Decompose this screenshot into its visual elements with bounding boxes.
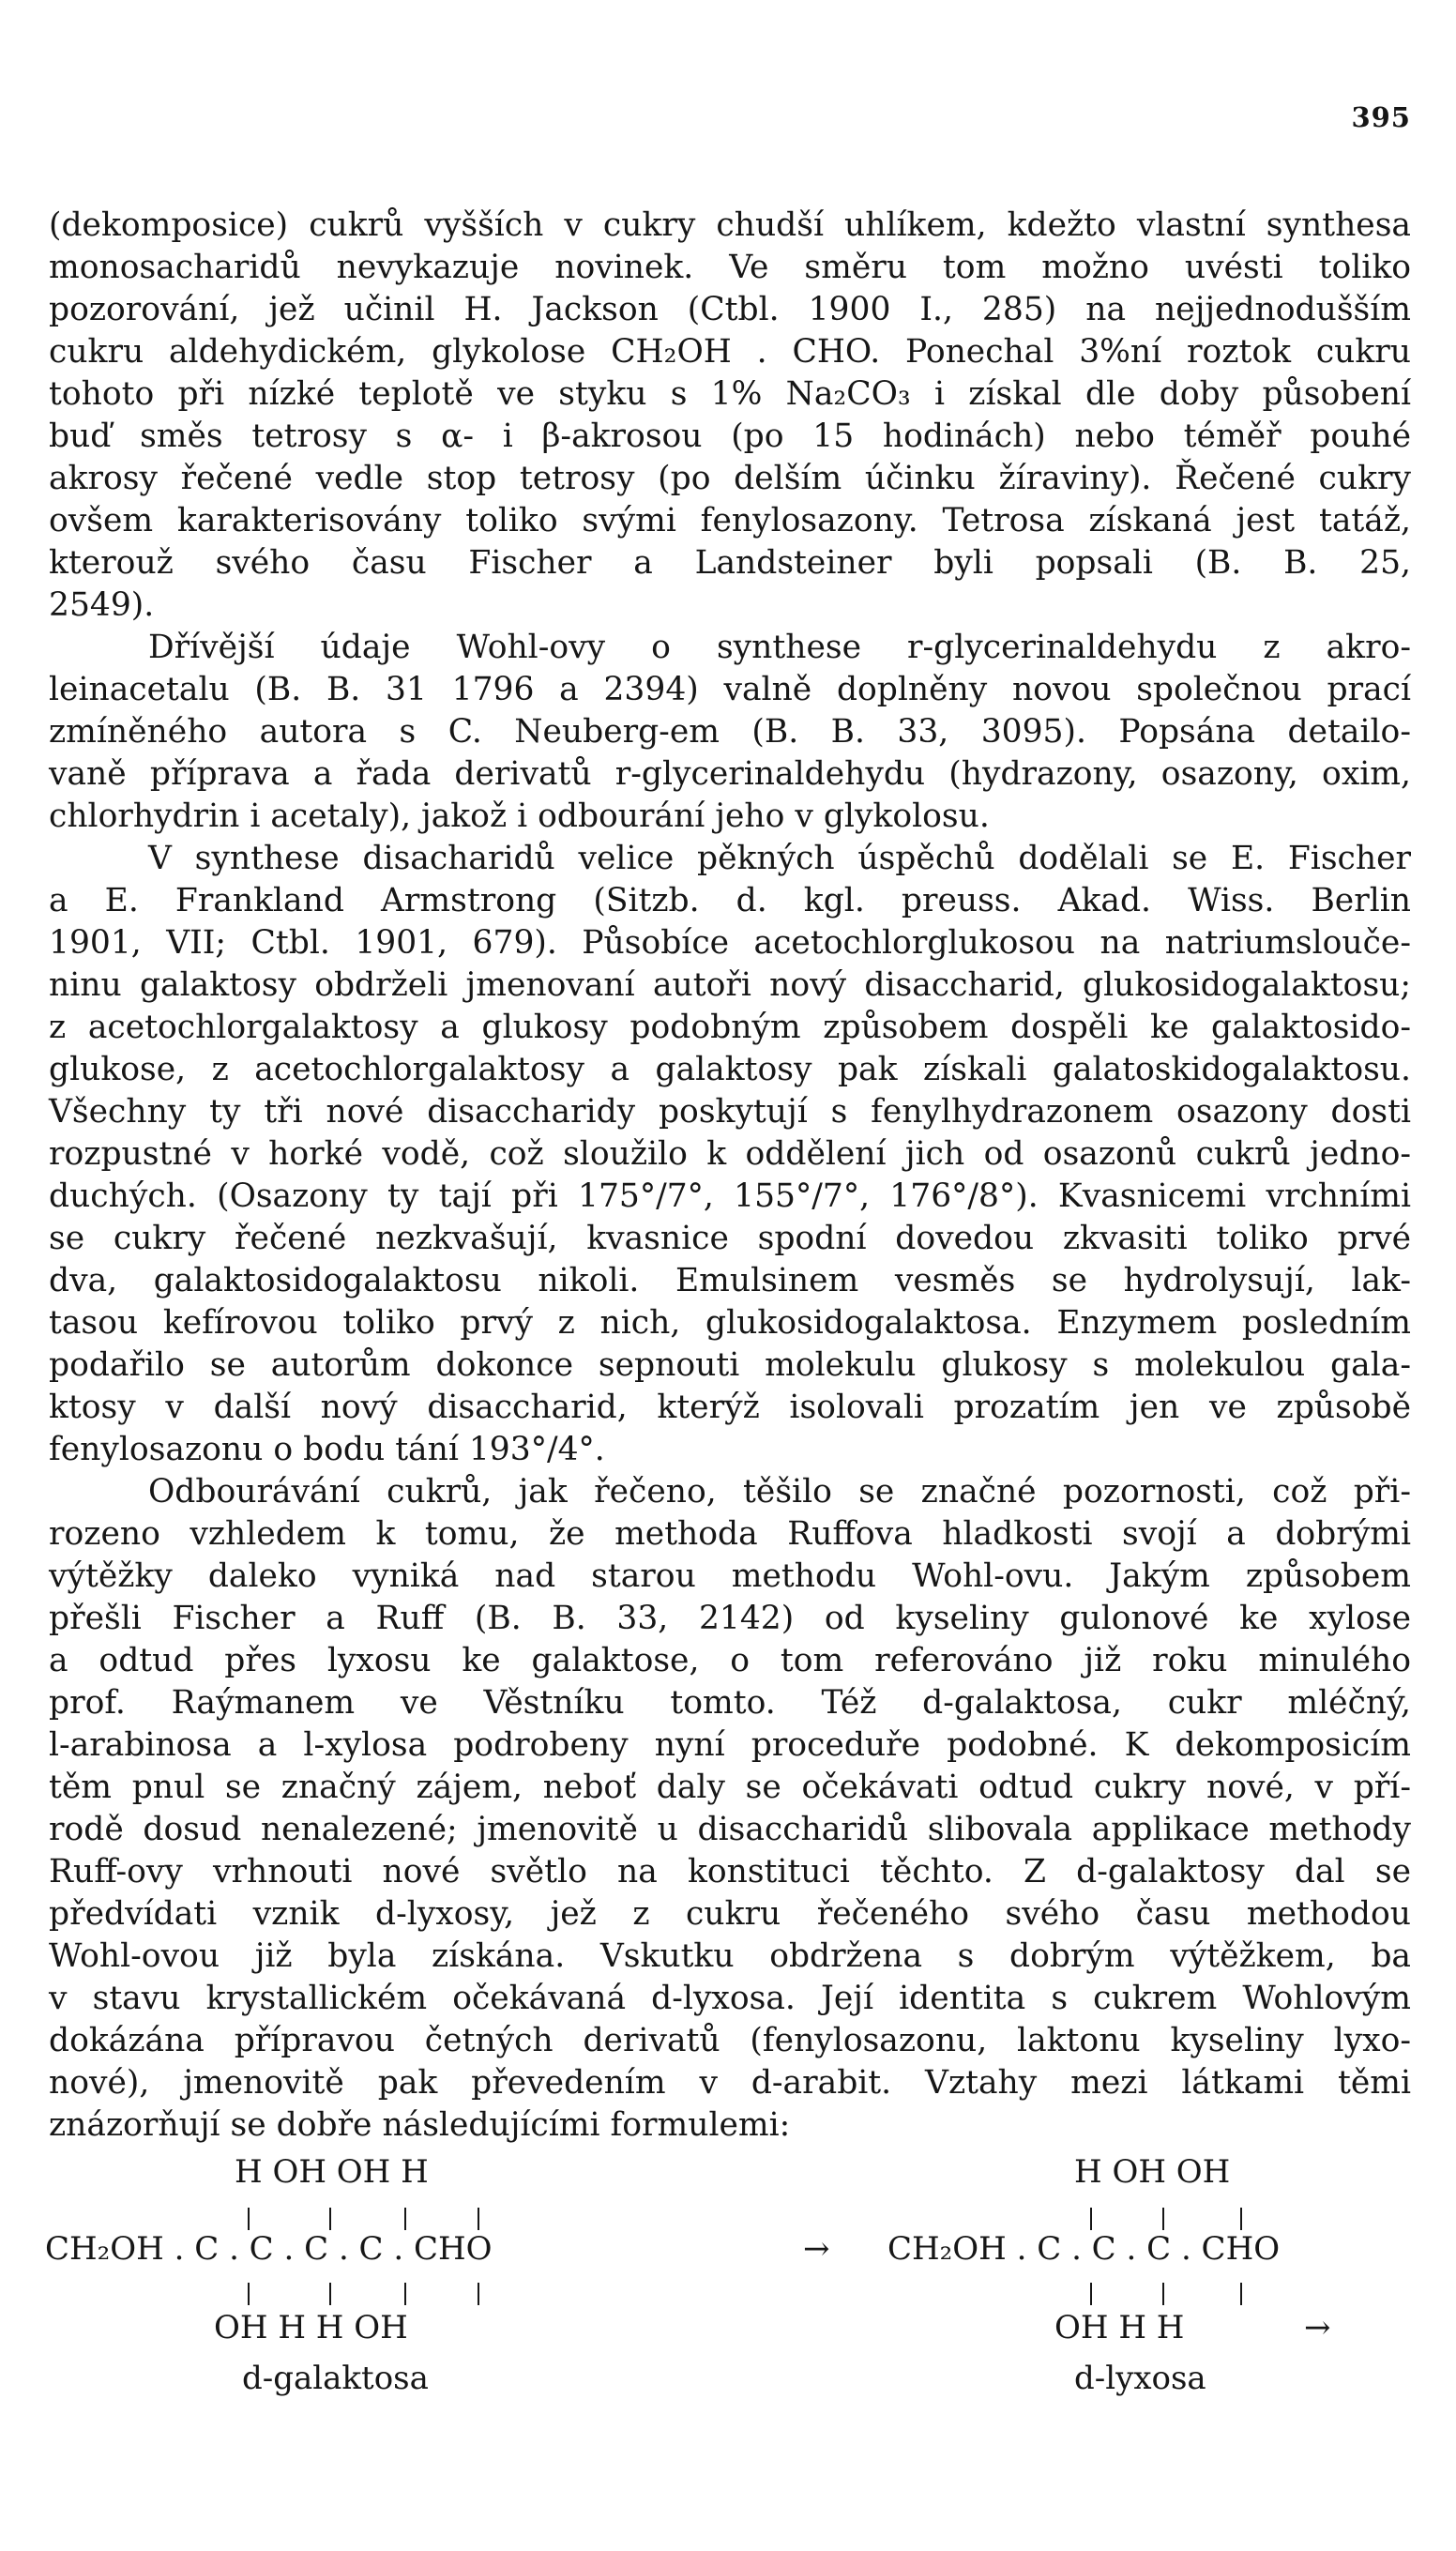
- text-line: těm pnul se značný zájem, neboť daly se očekávati odtud cukry nové, v pří-: [49, 1769, 1411, 1806]
- text-line: tasou kefírovou toliko prvý z nich, glukosidogalaktosa. Enzymem posledním: [49, 1304, 1411, 1342]
- text-line: monosacharidů nevykazuje novinek. Ve směru tom možno uvésti toliko: [49, 249, 1411, 286]
- page-number: 395: [1351, 101, 1411, 133]
- text-line: dokázána přípravou četných derivatů (fenylosazonu, laktonu kyseliny lyxo-: [49, 2022, 1411, 2059]
- formula-label: d-lyxosa: [1074, 2360, 1206, 2397]
- text-line: Všechny ty tři nové disaccharidy poskytují s fenylhydrazonem osazony dosti: [49, 1093, 1411, 1131]
- text-line: prof. Raýmanem ve Věstníku tomto. Též d-galaktosa, cukr mléčný,: [49, 1684, 1411, 1722]
- text-line: ninu galaktosy obdrželi jmenovaní autoři nový disaccharid, glukosidogalaktosu;: [49, 966, 1411, 1004]
- text-line: rodě dosud nenalezené; jmenovitě u disaccharidů slibovala applikace methody: [49, 1811, 1411, 1848]
- text-line: zmíněného autora s C. Neuberg-em (B. B. 33, 3095). Popsána detailo-: [49, 713, 1411, 751]
- text-line: Odbourávání cukrů, jak řečeno, těšilo se značné pozornosti, což při-: [148, 1473, 1411, 1511]
- text-line: cukru aldehydickém, glykolose CH₂OH . CHO. Ponechal 3%ní roztok cukru: [49, 333, 1411, 371]
- text-line: pozorování, jež učinil H. Jackson (Ctbl. 1900 I., 285) na nejjednodušším: [49, 291, 1411, 328]
- reaction-arrow: →: [1304, 2309, 1331, 2346]
- text-line: Wohl-ovou již byla získána. Vskutku obdržena s dobrým výtěžkem, ba: [49, 1937, 1411, 1975]
- text-line: vaně příprava a řada derivatů r-glycerinaldehydu (hydrazony, osazony, oxim,: [49, 755, 1411, 793]
- text-line: a odtud přes lyxosu ke galaktose, o tom referováno již roku minulého: [49, 1642, 1411, 1679]
- text-line: 2549).: [49, 586, 155, 624]
- text-line: l-arabinosa a l-xylosa podrobeny nyní proceduře podobné. K dekomposicím: [49, 1726, 1411, 1764]
- formula-main-row: CH₂OH . C . C . C . CHO: [887, 2230, 1281, 2268]
- body-text: [49, 205, 1411, 2147]
- formula-bottom-row: OH H H: [1054, 2309, 1185, 2346]
- text-line: z acetochlorgalaktosy a glukosy podobným způsobem dospěli ke galaktosido-: [49, 1009, 1411, 1046]
- text-line: výtěžky daleko vyniká nad starou methodu Wohl-ovu. Jakým způsobem: [49, 1557, 1411, 1595]
- formula-bottom-row: OH H H OH: [214, 2309, 408, 2346]
- text-line: buď směs tetrosy s α- i β-akrosou (po 15 hodinách) nebo téměř pouhé: [49, 418, 1411, 455]
- text-line: dva, galaktosidogalaktosu nikoli. Emulsinem vesměs se hydrolysují, lak-: [49, 1262, 1411, 1299]
- text-line: Ruff-ovy vrhnouti nové světlo na konstituci těchto. Z d-galaktosy dal se: [49, 1853, 1411, 1890]
- text-line: přešli Fischer a Ruff (B. B. 33, 2142) od kyseliny gulonové ke xylose: [49, 1600, 1411, 1637]
- text-line: 1901, VII; Ctbl. 1901, 679). Působíce acetochlorglukosou na natriumslouče-: [49, 924, 1411, 962]
- text-line: akrosy řečené vedle stop tetrosy (po delším účinku žíraviny). Řečené cukry: [49, 460, 1411, 497]
- text-line: tohoto při nízké teplotě ve styku s 1% Na₂CO₃ i získal dle doby působení: [49, 375, 1411, 413]
- text-line: fenylosazonu o bodu tání 193°/4°.: [49, 1431, 605, 1468]
- text-line: znázorňují se dobře následujícími formulemi:: [49, 2106, 791, 2144]
- text-line: glukose, z acetochlorgalaktosy a galaktosy pak získali galatoskidogalaktosu.: [49, 1051, 1411, 1088]
- text-line: ovšem karakterisovány toliko svými fenylosazony. Tetrosa získaná jest tatáž,: [49, 502, 1411, 539]
- text-line: v stavu krystallickém očekávaná d-lyxosa. Její identita s cukrem Wohlovým: [49, 1980, 1411, 2017]
- text-line: a E. Frankland Armstrong (Sitzb. d. kgl. preuss. Akad. Wiss. Berlin: [49, 882, 1411, 919]
- text-line: rozpustné v horké vodě, což sloužilo k oddělení jich od osazonů cukrů jedno-: [49, 1135, 1411, 1173]
- formula-top-row: H OH OH H: [235, 2153, 429, 2191]
- text-line: předvídati vznik d-lyxosy, jež z cukru řečeného svého času methodou: [49, 1895, 1411, 1933]
- text-line: chlorhydrin i acetaly), jakož i odbourání jeho v glykolosu.: [49, 797, 990, 835]
- text-line: (dekomposice) cukrů vyšších v cukry chudší uhlíkem, kdežto vlastní synthesa: [49, 206, 1411, 244]
- formula-top-row: H OH OH: [1074, 2153, 1231, 2191]
- text-line: Dřívější údaje Wohl-ovy o synthese r-glycerinaldehydu z akro-: [148, 629, 1411, 666]
- text-line: leinacetalu (B. B. 31 1796 a 2394) valně doplněny novou společnou prací: [49, 671, 1411, 708]
- text-line: V synthese disacharidů velice pěkných úspěchů dodělali se E. Fischer: [148, 840, 1411, 877]
- formula-main-row: CH₂OH . C . C . C . C . CHO: [45, 2230, 493, 2268]
- text-line: duchých. (Osazony ty tají při 175°/7°, 155°/7°, 176°/8°). Kvasnicemi vrchními: [49, 1177, 1411, 1215]
- chemical-formula: [0, 2153, 1456, 2416]
- reaction-arrow: →: [803, 2230, 830, 2268]
- text-line: ktosy v další nový disaccharid, kterýž isolovali prozatím jen ve způsobě: [49, 1389, 1411, 1426]
- text-line: rozeno vzhledem k tomu, že methoda Ruffova hladkosti svojí a dobrými: [49, 1515, 1411, 1553]
- text-line: nové), jmenovitě pak převedením v d-arabit. Vztahy mezi látkami těmi: [49, 2064, 1411, 2102]
- text-line: podařilo se autorům dokonce sepnouti molekulu glukosy s molekulou gala-: [49, 1346, 1411, 1384]
- text-line: kterouž svého času Fischer a Landsteiner byli popsali (B. B. 25,: [49, 544, 1411, 582]
- bond-lines: [0, 2153, 1456, 2416]
- formula-label: d-galaktosa: [242, 2360, 429, 2397]
- text-line: se cukry řečené nezkvašují, kvasnice spodní dovedou zkvasiti toliko prvé: [49, 1220, 1411, 1257]
